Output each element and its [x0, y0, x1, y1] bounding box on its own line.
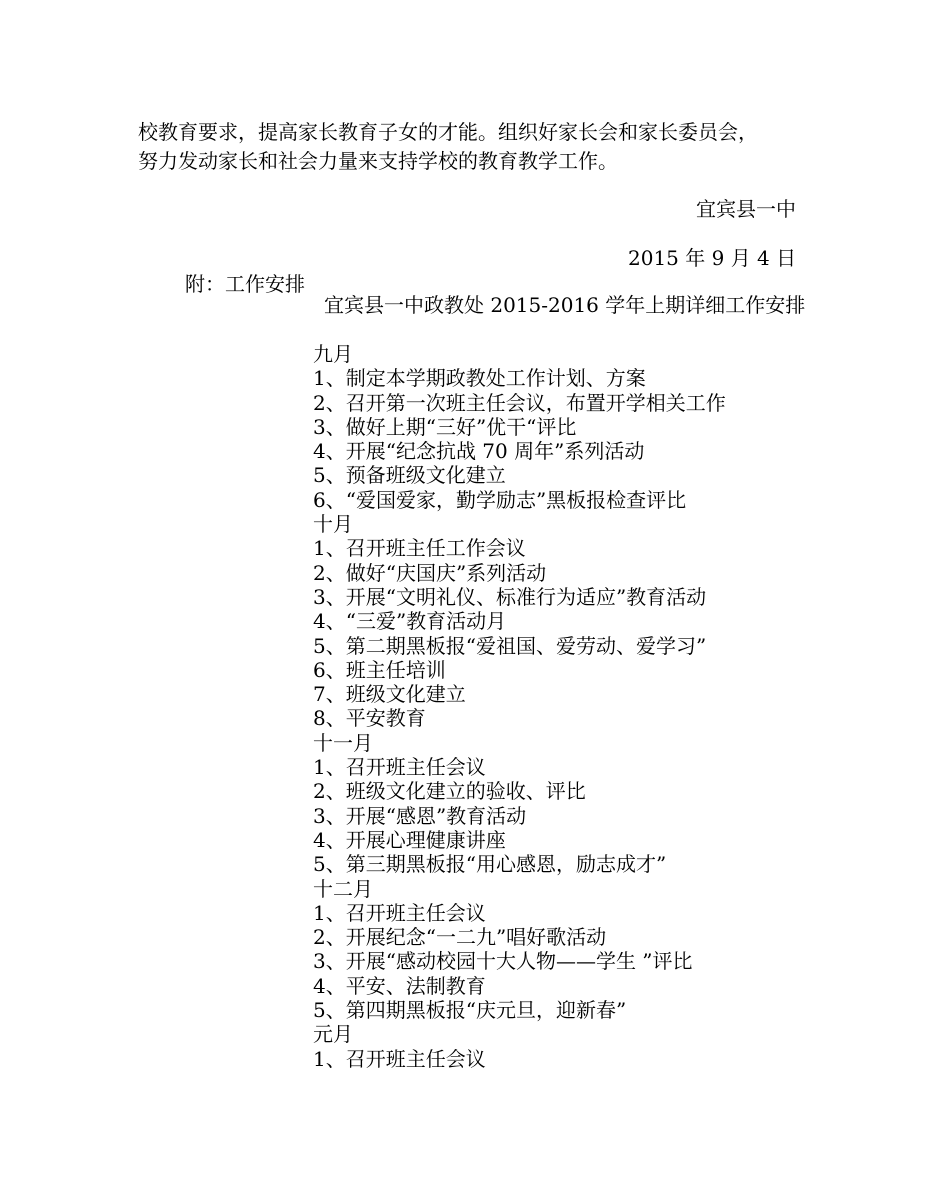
- attachment-label: 附：工作安排: [185, 272, 305, 296]
- plan-item: 5、第四期黑板报“庆元旦，迎新春”: [313, 998, 627, 1023]
- plan-item: 3、做好上期“三好”优干“评比: [313, 414, 577, 439]
- month-heading: 十月: [313, 512, 353, 537]
- plan-item: 1、召开班主任会议: [313, 755, 486, 780]
- plan-item: 4、开展心理健康讲座: [313, 827, 506, 852]
- plan-item: 4、开展“纪念抗战 70 周年”系列活动: [313, 439, 645, 464]
- plan-item: 1、召开班主任会议: [313, 1046, 486, 1071]
- work-plan-list: [313, 342, 726, 1071]
- plan-title: 宜宾县一中政教处 2015-2016 学年上期详细工作安排: [324, 293, 806, 317]
- intro-line-2: 努力发动家长和社会力量来支持学校的教育教学工作。: [138, 149, 618, 173]
- plan-item: 1、召开班主任工作会议: [313, 536, 526, 561]
- plan-item: 2、召开第一次班主任会议，布置开学相关工作: [313, 390, 726, 415]
- plan-item: 5、第二期黑板报“爱祖国、爱劳动、爱学习”: [313, 633, 707, 658]
- month-heading: 十二月: [313, 876, 373, 901]
- month-heading: 元月: [313, 1022, 353, 1047]
- plan-item: 2、开展纪念“一二九”唱好歌活动: [313, 925, 607, 950]
- plan-item: 1、制定本学期政教处工作计划、方案: [313, 366, 646, 391]
- intro-paragraph: [138, 118, 838, 176]
- plan-item: 4、平安、法制教育: [313, 973, 486, 998]
- plan-item: 3、开展“感恩”教育活动: [313, 803, 527, 828]
- plan-item: 6、“爱国爱家，勤学励志”黑板报检查评比: [313, 487, 687, 512]
- plan-item: 5、预备班级文化建立: [313, 463, 506, 488]
- plan-item: 8、平安教育: [313, 706, 426, 731]
- month-heading: 九月: [313, 342, 353, 366]
- plan-item: 3、开展“文明礼仪、标准行为适应”教育活动: [313, 584, 707, 609]
- plan-item: 2、班级文化建立的验收、评比: [313, 779, 586, 804]
- plan-item: 1、召开班主任会议: [313, 900, 486, 925]
- signature-date: 2015 年 9 月 4 日: [628, 246, 797, 270]
- plan-item: 5、第三期黑板报“用心感恩，励志成才”: [313, 852, 667, 877]
- intro-line-1: 校教育要求，提高家长教育子女的才能。组织好家长会和家长委员会，: [138, 120, 758, 144]
- plan-item: 2、做好“庆国庆”系列活动: [313, 560, 547, 585]
- month-heading: 十一月: [313, 730, 373, 755]
- plan-item: 3、开展“感动校园十大人物——学生 ”评比: [313, 949, 693, 974]
- plan-item: 6、班主任培训: [313, 657, 446, 682]
- signer: 宜宾县一中: [696, 197, 796, 221]
- plan-item: 4、“三爱”教育活动月: [313, 609, 507, 634]
- plan-item: 7、班级文化建立: [313, 682, 466, 707]
